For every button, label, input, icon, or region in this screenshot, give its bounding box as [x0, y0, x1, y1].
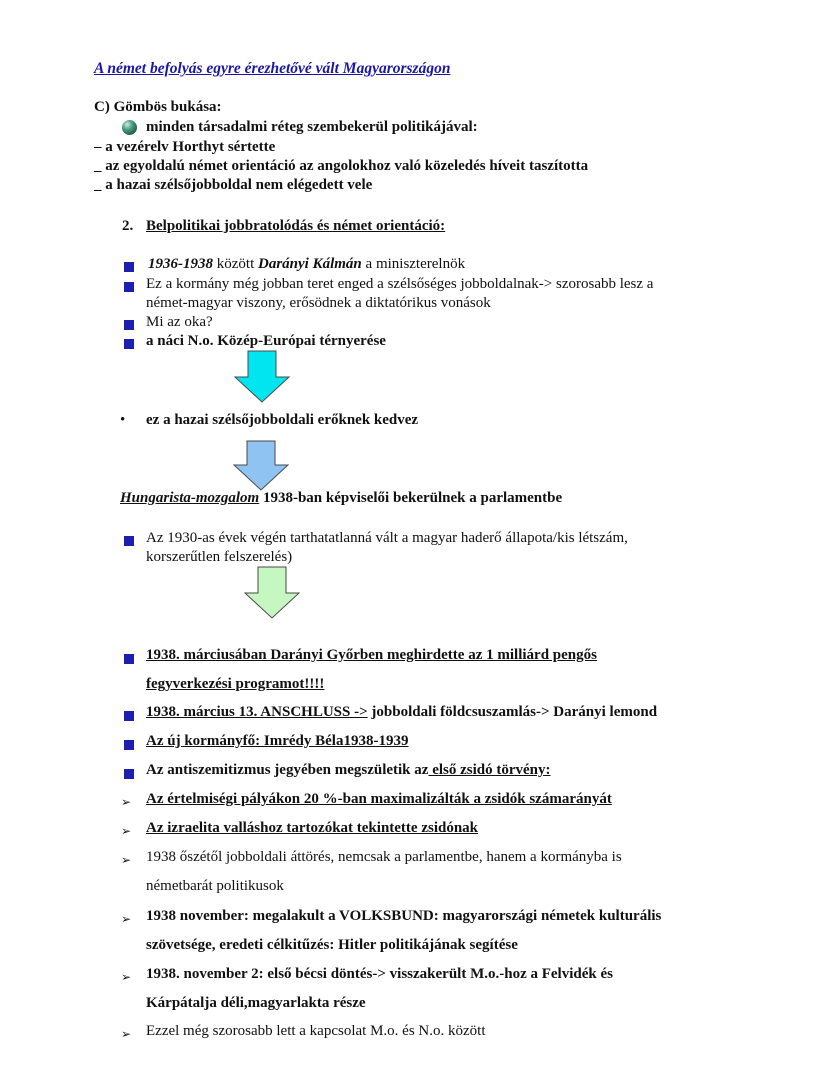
- pm-name: Darányi Kálmán: [258, 256, 362, 272]
- square-bullet-icon: [124, 536, 134, 546]
- square-bullet-icon: [124, 320, 134, 330]
- arrowhead-bullet-icon: ➢: [121, 824, 132, 838]
- section-2-number: 2.: [122, 218, 134, 234]
- section-c-heading: C) Gömbös bukása:: [94, 99, 222, 115]
- list-item-volksbund-line1: 1938 november: megalakult a VOLKSBUND: magyarországi németek kulturális: [146, 908, 662, 924]
- section-c-line-1: – a vezérelv Horthyt sértette: [94, 139, 276, 155]
- bullet-kormany-line2: német-magyar viszony, erősödnek a diktatórikus vonások: [146, 295, 491, 311]
- arrowhead-bullet-icon: ➢: [121, 795, 132, 809]
- list-item-kapcsolat: Ezzel még szorosabb lett a kapcsolat M.o. és N.o. között: [146, 1023, 486, 1039]
- zsido-torveny-text: első zsidó törvény:: [428, 762, 551, 778]
- hungarista-rest: 1938-ban képviselői bekerülnek a parlamentbe: [259, 490, 563, 506]
- list-item-ertelmisegi: Az értelmiségi pályákon 20 %-ban maximalizálták a zsidók számarányát: [146, 791, 612, 807]
- down-arrow-icon: [232, 440, 290, 492]
- section-2-heading: Belpolitikai jobbratolódás és német orientáció:: [146, 218, 446, 234]
- list-item-becsi-line1: 1938. november 2: első bécsi döntés-> visszakerült M.o.-hoz a Felvidék és: [146, 966, 613, 982]
- hungarista-name: Hungarista-mozgalom: [120, 490, 260, 506]
- years-text: 1936-1938: [148, 256, 213, 272]
- list-item-becsi-line2: Kárpátalja déli,magyarlakta része: [146, 995, 366, 1011]
- dot-bullet: •: [120, 412, 126, 428]
- arrowhead-bullet-icon: ➢: [121, 912, 132, 926]
- bullet-antiszemitizmus: [146, 762, 551, 779]
- green-orb-icon: [122, 120, 137, 135]
- anschluss-rest: jobboldali földcsuszamlás-> Darányi lemond: [367, 704, 658, 720]
- bullet-oka: Mi az oka?: [146, 314, 213, 330]
- pm-suffix: a miniszterelnök: [361, 256, 466, 272]
- arrowhead-bullet-icon: ➢: [121, 853, 132, 867]
- square-bullet-icon: [124, 262, 134, 272]
- arrowhead-bullet-icon: ➢: [121, 1027, 132, 1041]
- list-item-izraelita: Az izraelita valláshoz tartozókat tekintette zsidónak: [146, 820, 479, 836]
- between-text: között: [213, 256, 258, 272]
- dot-item-text: ez a hazai szélsőjobboldali erőknek kedvez: [146, 412, 419, 428]
- square-bullet-icon: [124, 339, 134, 349]
- section-c-line-2: _ az egyoldalú német orientáció az angolokhoz való közeledés híveit taszította: [94, 158, 589, 174]
- section-c-line-3: _ a hazai szélsőjobboldal nem elégedett vele: [94, 177, 373, 193]
- list-item-attores-line1: 1938 őszétől jobboldali áttörés, nemcsak a parlamentbe, hanem a kormányba is: [146, 849, 622, 865]
- list-item-attores-line2: németbarát politikusok: [146, 878, 284, 894]
- square-bullet-icon: [124, 769, 134, 779]
- square-bullet-icon: [124, 282, 134, 292]
- gem-line: minden társadalmi réteg szembekerül politikájával:: [146, 119, 478, 135]
- arrowhead-bullet-icon: ➢: [121, 970, 132, 984]
- bullet-kormany-line1: Ez a kormány még jobban teret enged a szélsőséges jobboldalnak-> szorosabb lesz a: [146, 276, 654, 292]
- bullet-imredy: Az új kormányfő: Imrédy Béla1938-1939: [146, 733, 409, 749]
- down-arrow-icon: [243, 566, 301, 620]
- square-bullet-icon: [124, 654, 134, 664]
- bullet-darányi: [148, 256, 465, 273]
- antiszemitizmus-text: Az antiszemitizmus jegyében megszületik az: [146, 762, 429, 778]
- square-bullet-icon: [124, 711, 134, 721]
- bullet-anschluss: [146, 704, 657, 721]
- hungarista-line: [120, 490, 562, 507]
- bullet-1930-line2: korszerűtlen felszerelés): [146, 549, 293, 565]
- square-bullet-icon: [124, 740, 134, 750]
- bullet-1938-marcius-line2: fegyverkezési programot!!!!: [146, 676, 325, 692]
- down-arrow-icon: [233, 350, 291, 404]
- bullet-1930-line1: Az 1930-as évek végén tarthatatlanná vált a magyar haderő állapota/kis létszám,: [146, 530, 628, 546]
- list-item-volksbund-line2: szövetsége, eredeti célkitűzés: Hitler politikájának segítése: [146, 937, 518, 953]
- bullet-1938-marcius-line1: 1938. márciusában Darányi Győrben meghirdette az 1 milliárd pengős: [146, 647, 597, 663]
- anschluss-text: 1938. március 13. ANSCHLUSS ->: [146, 704, 368, 720]
- bullet-naci: a náci N.o. Közép-Európai térnyerése: [146, 333, 386, 349]
- page-title: A német befolyás egyre érezhetővé vált Magyarországon: [94, 60, 451, 77]
